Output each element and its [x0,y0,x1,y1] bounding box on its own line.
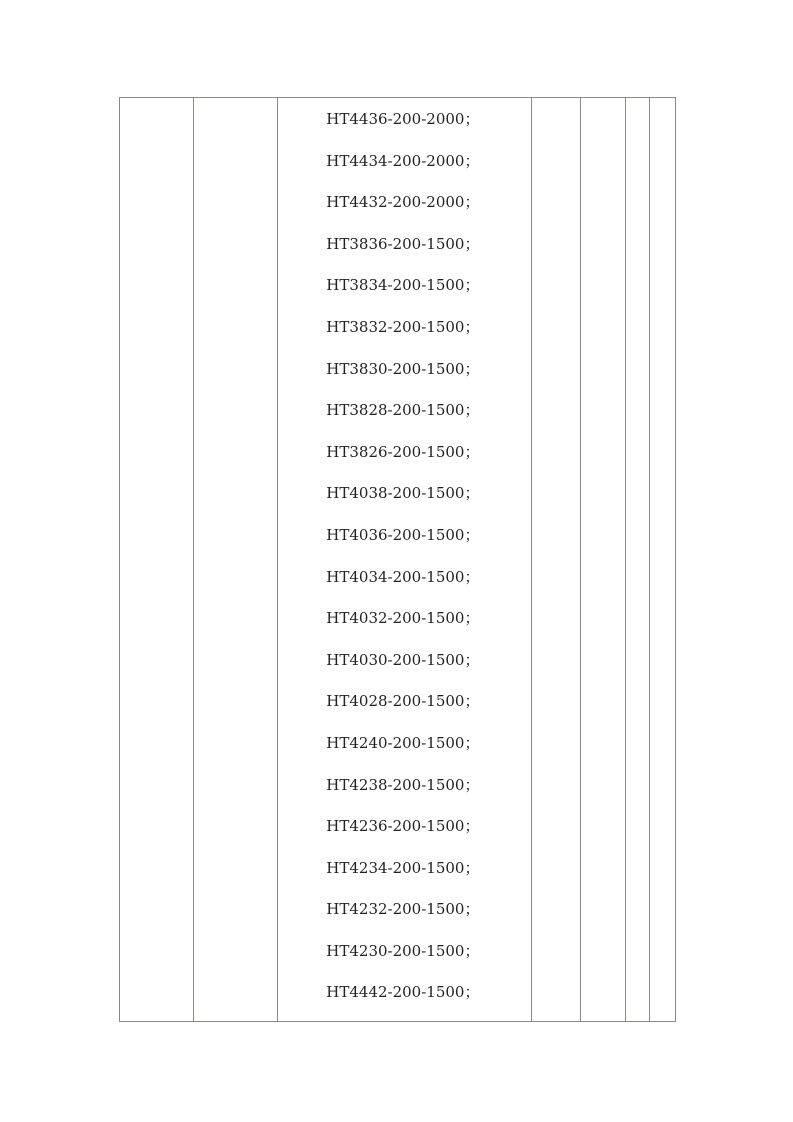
model-code-item: HT4232-200-1500； [326,900,480,919]
model-code-item: HT4038-200-1500； [326,484,480,503]
model-code-item: HT3832-200-1500； [326,317,480,336]
model-code-item: HT4436-200-2000； [326,110,480,128]
model-code-item: HT4442-200-1500； [326,983,480,1002]
model-code-item: HT4236-200-1500； [326,817,480,836]
model-code-item: HT3836-200-1500； [326,234,480,253]
table-cell-col-6 [625,98,649,1022]
model-code-item: HT3830-200-1500； [326,359,480,378]
model-code-item: HT4240-200-1500； [326,733,480,752]
model-code-item: HT4028-200-1500； [326,692,480,711]
model-code-list [278,98,530,1021]
model-code-item: HT4238-200-1500； [326,775,480,794]
model-code-item: HT4234-200-1500； [326,858,480,877]
document-table [119,97,676,1022]
table-cell-col-1 [120,98,194,1022]
table-cell-model-codes [278,98,531,1022]
model-code-item: HT3826-200-1500； [326,442,480,461]
model-code-item: HT4030-200-1500； [326,650,480,669]
model-code-item: HT4434-200-2000； [326,151,480,170]
table-cell-col-4 [531,98,580,1022]
table-cell-col-2 [194,98,278,1022]
model-code-item: HT4032-200-1500； [326,609,480,628]
model-code-item: HT3834-200-1500； [326,276,480,295]
table-row [120,98,676,1022]
model-code-item: HT3828-200-1500； [326,401,480,420]
model-code-item: HT4036-200-1500； [326,525,480,544]
model-code-item: HT4034-200-1500； [326,567,480,586]
model-code-item: HT4230-200-1500； [326,941,480,960]
table-cell-col-5 [580,98,625,1022]
table-cell-col-7 [649,98,675,1022]
model-code-item: HT4432-200-2000； [326,193,480,212]
